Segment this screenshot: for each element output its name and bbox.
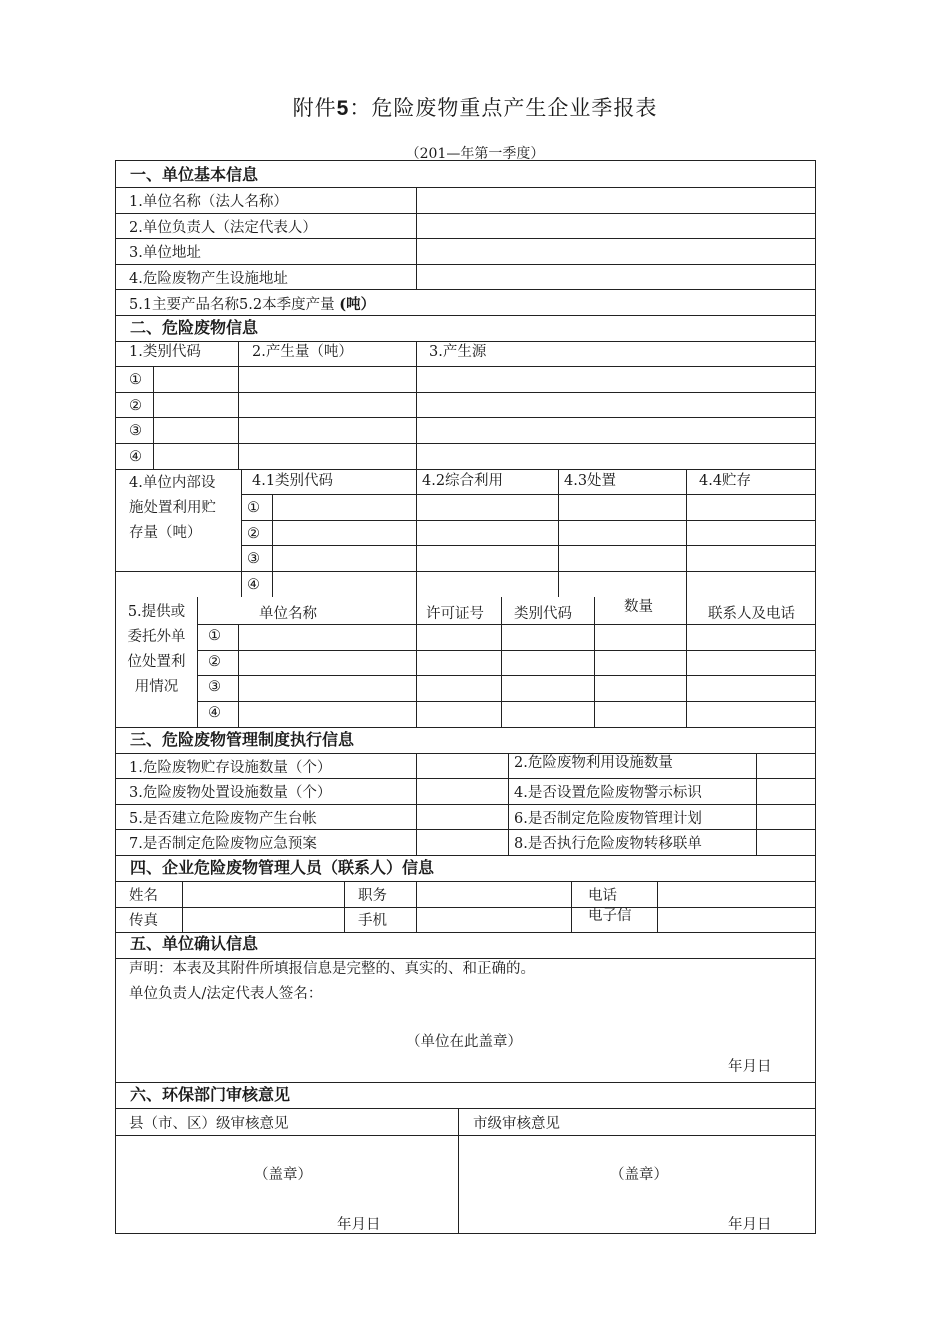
- row-number: ④: [129, 449, 142, 465]
- row-divider: [116, 392, 816, 393]
- emergency-plan-label: 7.是否制定危险废物应急预案: [129, 836, 317, 852]
- position-label: 职务: [358, 888, 387, 904]
- internal-disposal-label: 4.单位内部设 施处置利用贮 存量（吨）: [129, 475, 216, 541]
- row-number: ②: [208, 654, 221, 670]
- col-divider: [344, 881, 345, 932]
- row-number: ①: [208, 628, 221, 644]
- row-divider: [116, 289, 816, 290]
- report-period: （201—年第一季度）: [405, 146, 545, 162]
- unit-address-label: 3.单位地址: [129, 245, 201, 261]
- product-output-label: 5.1主要产品名称5.2本季度产量 (吨）: [129, 296, 376, 313]
- signature-label: 单位负责人/法定代表人签名：: [129, 986, 323, 1002]
- ledger-label: 5.是否建立危险废物产生台帐: [129, 811, 317, 827]
- row-divider: [116, 571, 816, 572]
- source-header: 3.产生源: [429, 344, 487, 360]
- unit-name-label: 1.单位名称（法人名称）: [129, 194, 288, 210]
- management-plan-label: 6.是否制定危险废物管理计划: [514, 811, 702, 827]
- row-divider: [116, 315, 816, 316]
- report-form: [115, 160, 816, 1234]
- col-divider: [416, 597, 417, 727]
- row-divider: [197, 701, 816, 702]
- county-date-label: 年月日: [337, 1217, 381, 1233]
- page-title: 附件5：危险废物重点产生企业季报表: [292, 96, 658, 120]
- col-divider: [458, 1108, 459, 1234]
- row-number: ④: [247, 577, 260, 593]
- unit-seal-label: （单位在此盖章）: [406, 1034, 522, 1050]
- row-divider: [116, 417, 816, 418]
- email-label: 电子信: [588, 908, 632, 924]
- section-1-heading: 一、单位基本信息: [130, 165, 259, 184]
- col-divider: [686, 469, 687, 597]
- disposal-facility-count-label: 3.危险废物处置设施数量（个）: [129, 785, 332, 801]
- col-divider: [594, 597, 595, 727]
- row-divider: [116, 907, 816, 908]
- col-divider: [657, 881, 658, 932]
- col-divider: [153, 366, 154, 469]
- utilization-header: 4.2综合利用: [422, 473, 504, 489]
- storage-facility-count-label: 1.危险废物贮存设施数量（个）: [129, 760, 332, 776]
- col-divider: [756, 753, 757, 855]
- quantity-header: 数量: [624, 599, 653, 615]
- license-header: 许可证号: [426, 606, 484, 622]
- external-disposal-label: 5.提供或 委托外单 位处置利 用情况: [127, 604, 186, 695]
- row-divider: [197, 675, 816, 676]
- row-divider: [116, 213, 816, 214]
- row-divider: [116, 829, 816, 830]
- row-number: ③: [129, 423, 142, 439]
- category-code-header: 1.类别代码: [129, 344, 201, 360]
- external-unit-header: 单位名称: [259, 606, 317, 622]
- col-divider: [686, 597, 687, 727]
- row-divider: [116, 238, 816, 239]
- col-divider: [238, 624, 239, 727]
- row-divider: [116, 958, 816, 959]
- storage-header: 4.4贮存: [699, 473, 752, 489]
- row-number: ③: [208, 679, 221, 695]
- row-divider: [116, 187, 816, 188]
- row-number: ①: [247, 500, 260, 516]
- transfer-manifest-label: 8.是否执行危险废物转移联单: [514, 836, 702, 852]
- section-4-heading: 四、企业危险废物管理人员（联系人）信息: [130, 858, 435, 877]
- col-divider: [571, 881, 572, 932]
- section-6-heading: 六、环保部门审核意见: [130, 1085, 291, 1104]
- confirm-date-label: 年月日: [728, 1059, 772, 1075]
- row-number: ③: [247, 551, 260, 567]
- declaration-text: 声明：本表及其附件所填报信息是完整的、真实的、和正确的。: [129, 961, 535, 977]
- row-divider: [116, 727, 816, 728]
- fax-label: 传真: [129, 913, 158, 929]
- county-seal-label: （盖章）: [254, 1167, 312, 1183]
- section-5-heading: 五、单位确认信息: [130, 934, 259, 953]
- section-3-heading: 三、危险废物管理制度执行信息: [130, 730, 355, 749]
- col-divider: [272, 494, 273, 597]
- row-divider: [116, 855, 816, 856]
- col-divider: [501, 597, 502, 727]
- county-review-label: 县（市、区）级审核意见: [129, 1116, 289, 1132]
- output-amount-header: 2.产生量（吨）: [252, 344, 353, 360]
- row-divider: [241, 494, 816, 495]
- row-divider: [197, 650, 816, 651]
- row-number: ①: [129, 372, 142, 388]
- row-number: ④: [208, 705, 221, 721]
- mobile-label: 手机: [358, 913, 387, 929]
- row-divider: [116, 443, 816, 444]
- phone-label: 电话: [588, 888, 617, 904]
- row-divider: [116, 264, 816, 265]
- row-divider: [116, 753, 816, 754]
- utilization-facility-count-label: 2.危险废物利用设施数量: [514, 755, 673, 771]
- name-label: 姓名: [129, 888, 158, 904]
- unit-head-label: 2.单位负责人（法定代表人）: [129, 220, 317, 236]
- row-divider: [241, 545, 816, 546]
- city-date-label: 年月日: [728, 1217, 772, 1233]
- city-seal-label: （盖章）: [610, 1167, 668, 1183]
- col-divider: [416, 881, 417, 932]
- row-divider: [116, 881, 816, 882]
- disposal-header: 4.3处置: [564, 473, 617, 489]
- row-divider: [116, 778, 816, 779]
- col-divider: [182, 881, 183, 932]
- row-number: ②: [247, 526, 260, 542]
- row-divider: [116, 366, 816, 367]
- city-review-label: 市级审核意见: [473, 1116, 560, 1132]
- row-divider: [116, 804, 816, 805]
- external-category-header: 类别代码: [514, 606, 572, 622]
- row-divider: [116, 1082, 816, 1083]
- col-divider: [238, 341, 239, 469]
- row-divider: [241, 520, 816, 521]
- col-divider: [416, 187, 417, 289]
- col-divider: [241, 469, 242, 597]
- col-divider: [416, 753, 417, 855]
- warning-sign-label: 4.是否设置危险废物警示标识: [514, 785, 702, 801]
- row-divider: [116, 1108, 816, 1109]
- col-divider: [416, 469, 417, 597]
- contact-header: 联系人及电话: [708, 606, 795, 622]
- facility-address-label: 4.危险废物产生设施地址: [129, 271, 288, 287]
- row-divider: [197, 624, 816, 625]
- col-divider: [197, 597, 198, 727]
- section-2-heading: 二、危险废物信息: [130, 318, 259, 337]
- row-divider: [116, 1135, 816, 1136]
- row-number: ②: [129, 398, 142, 414]
- row-divider: [116, 341, 816, 342]
- col-divider: [416, 341, 417, 469]
- internal-category-header: 4.1类别代码: [252, 473, 334, 489]
- col-divider: [558, 469, 559, 597]
- row-divider: [116, 469, 816, 470]
- row-divider: [116, 932, 816, 933]
- col-divider: [508, 753, 509, 855]
